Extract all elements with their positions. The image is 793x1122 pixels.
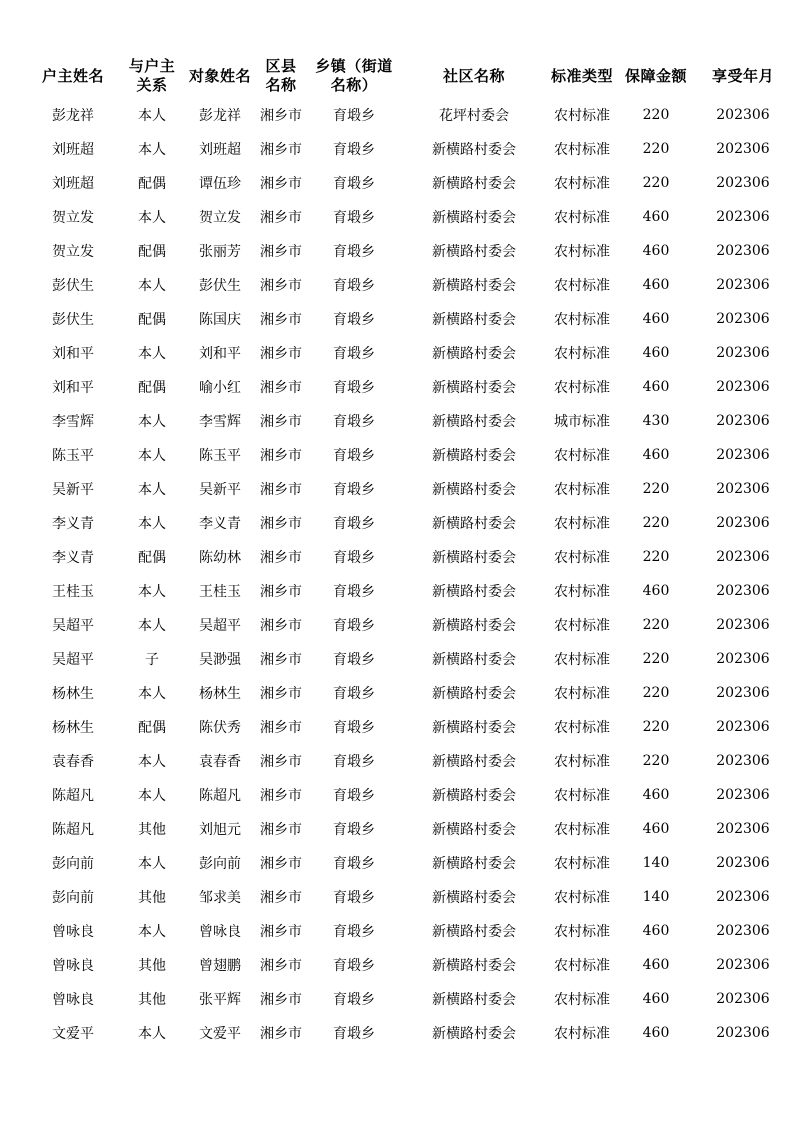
relationship-cell: 本人: [138, 1026, 166, 1042]
benefit-month-cell: 202306: [716, 787, 770, 803]
benefit-amount-cell: 220: [642, 549, 670, 565]
household-head-cell: 吴超平: [52, 618, 94, 634]
benefit-month-cell: 202306: [716, 175, 770, 191]
table-row: [25, 608, 793, 642]
table-row: [25, 506, 793, 540]
benefit-month-header: 享受年月: [711, 66, 774, 85]
township-cell: 育塅乡: [333, 176, 375, 192]
community-header: 社区名称: [442, 66, 505, 85]
community-cell: 新横路村委会: [432, 550, 516, 566]
recipient-name-cell: 李义青: [199, 516, 241, 532]
benefit-month-cell: 202306: [716, 753, 770, 769]
benefit-amount-cell: 220: [642, 685, 670, 701]
table-row: [25, 948, 793, 982]
standard-type-cell: 农村标准: [554, 856, 610, 872]
benefit-month-cell: 202306: [716, 855, 770, 871]
county-cell: 湘乡市: [260, 924, 302, 940]
benefit-amount-cell: 460: [642, 447, 670, 463]
relationship-cell: 子: [145, 652, 159, 668]
community-cell: 新横路村委会: [432, 754, 516, 770]
community-cell: 新横路村委会: [432, 992, 516, 1008]
benefit-month-cell: 202306: [716, 277, 770, 293]
recipient-name-cell: 杨林生: [199, 686, 241, 702]
benefit-amount-cell: 460: [642, 923, 670, 939]
recipient-name-cell: 彭伏生: [199, 278, 241, 294]
table-row: [25, 268, 793, 302]
recipient-name-cell: 陈幼林: [199, 550, 241, 566]
community-cell: 花坪村委会: [439, 108, 509, 124]
relationship-cell: 本人: [138, 142, 166, 158]
recipient-name-header: 对象姓名: [188, 66, 251, 85]
recipient-name-cell: 吴新平: [199, 482, 241, 498]
county-cell: 湘乡市: [260, 1026, 302, 1042]
community-cell: 新横路村委会: [432, 244, 516, 260]
relationship-cell: 本人: [138, 108, 166, 124]
benefit-month-cell: 202306: [716, 515, 770, 531]
community-cell: 新横路村委会: [432, 448, 516, 464]
relationship-cell: 配偶: [138, 312, 166, 328]
standard-type-cell: 农村标准: [554, 244, 610, 260]
county-cell: 湘乡市: [260, 992, 302, 1008]
table-row: [25, 1016, 793, 1050]
standard-type-cell: 农村标准: [554, 584, 610, 600]
benefit-month-cell: 202306: [716, 685, 770, 701]
county-cell: 湘乡市: [260, 482, 302, 498]
benefit-amount-cell: 460: [642, 379, 670, 395]
table-row: [25, 778, 793, 812]
relationship-cell: 本人: [138, 278, 166, 294]
community-cell: 新横路村委会: [432, 958, 516, 974]
benefit-month-cell: 202306: [716, 311, 770, 327]
table-row: [25, 880, 793, 914]
recipient-name-cell: 吴超平: [199, 618, 241, 634]
standard-type-cell: 农村标准: [554, 448, 610, 464]
benefit-month-cell: 202306: [716, 107, 770, 123]
relationship-cell: 配偶: [138, 720, 166, 736]
township-cell: 育塅乡: [333, 584, 375, 600]
township-cell: 育塅乡: [333, 210, 375, 226]
table-row: [25, 438, 793, 472]
township-cell: 育塅乡: [333, 652, 375, 668]
recipient-name-cell: 吴渺强: [199, 652, 241, 668]
relationship-cell: 配偶: [138, 550, 166, 566]
household-head-cell: 曾咏良: [52, 924, 94, 940]
township-cell: 育塅乡: [333, 482, 375, 498]
table-row: [25, 98, 793, 132]
relationship-cell: 本人: [138, 448, 166, 464]
benefit-month-cell: 202306: [716, 209, 770, 225]
recipient-name-cell: 贺立发: [199, 210, 241, 226]
table-row: [25, 336, 793, 370]
recipient-name-cell: 曾翅鹏: [199, 958, 241, 974]
benefit-month-cell: 202306: [716, 447, 770, 463]
household-head-cell: 贺立发: [52, 244, 94, 260]
recipient-name-cell: 彭向前: [199, 856, 241, 872]
relationship-cell: 其他: [138, 822, 166, 838]
household-head-cell: 袁春香: [52, 754, 94, 770]
relationship-cell: 配偶: [138, 244, 166, 260]
household-head-cell: 李义青: [52, 516, 94, 532]
standard-type-cell: 农村标准: [554, 720, 610, 736]
township-cell: 育塅乡: [333, 890, 375, 906]
county-cell: 湘乡市: [260, 890, 302, 906]
standard-type-cell: 农村标准: [554, 142, 610, 158]
household-head-cell: 刘和平: [52, 346, 94, 362]
household-head-cell: 王桂玉: [52, 584, 94, 600]
recipient-name-cell: 袁春香: [199, 754, 241, 770]
recipient-name-cell: 陈国庆: [199, 312, 241, 328]
community-cell: 新横路村委会: [432, 584, 516, 600]
township-cell: 育塅乡: [333, 856, 375, 872]
recipient-name-cell: 喻小红: [199, 380, 241, 396]
community-cell: 新横路村委会: [432, 346, 516, 362]
household-head-cell: 文爱平: [52, 1026, 94, 1042]
county-cell: 湘乡市: [260, 142, 302, 158]
county-cell: 湘乡市: [260, 584, 302, 600]
table-row: [25, 404, 793, 438]
standard-type-cell: 农村标准: [554, 924, 610, 940]
household-head-cell: 刘班超: [52, 176, 94, 192]
table-row: [25, 642, 793, 676]
benefit-month-cell: 202306: [716, 141, 770, 157]
table-row: [25, 574, 793, 608]
benefit-amount-cell: 460: [642, 957, 670, 973]
community-cell: 新横路村委会: [432, 482, 516, 498]
recipient-name-cell: 李雪辉: [199, 414, 241, 430]
standard-type-cell: 农村标准: [554, 346, 610, 362]
township-cell: 育塅乡: [333, 414, 375, 430]
household-head-cell: 吴超平: [52, 652, 94, 668]
table-row: [25, 710, 793, 744]
relationship-cell: 本人: [138, 516, 166, 532]
benefit-month-cell: 202306: [716, 719, 770, 735]
benefit-amount-cell: 220: [642, 651, 670, 667]
standard-type-cell: 农村标准: [554, 516, 610, 532]
table-row: [25, 200, 793, 234]
benefit-amount-cell: 220: [642, 515, 670, 531]
relationship-cell: 配偶: [138, 380, 166, 396]
benefit-month-cell: 202306: [716, 345, 770, 361]
county-cell: 湘乡市: [260, 380, 302, 396]
county-cell: 湘乡市: [260, 788, 302, 804]
township-cell: 育塅乡: [333, 312, 375, 328]
community-cell: 新横路村委会: [432, 686, 516, 702]
household-head-cell: 贺立发: [52, 210, 94, 226]
household-head-cell: 彭龙祥: [52, 108, 94, 124]
township-cell: 育塅乡: [333, 1026, 375, 1042]
standard-type-cell: 农村标准: [554, 686, 610, 702]
relationship-cell: 本人: [138, 346, 166, 362]
community-cell: 新横路村委会: [432, 414, 516, 430]
relationship-cell: 本人: [138, 414, 166, 430]
benefit-amount-cell: 460: [642, 311, 670, 327]
county-cell: 湘乡市: [260, 686, 302, 702]
household-head-cell: 陈超凡: [52, 822, 94, 838]
standard-type-cell: 农村标准: [554, 176, 610, 192]
standard-type-cell: 城市标准: [554, 414, 610, 430]
standard-type-header: 标准类型: [550, 66, 613, 85]
recipient-name-cell: 刘班超: [199, 142, 241, 158]
community-cell: 新横路村委会: [432, 822, 516, 838]
community-cell: 新横路村委会: [432, 142, 516, 158]
community-cell: 新横路村委会: [432, 176, 516, 192]
benefit-month-cell: 202306: [716, 991, 770, 1007]
relationship-cell: 本人: [138, 924, 166, 940]
relationship-cell: 本人: [138, 482, 166, 498]
benefit-amount-cell: 220: [642, 617, 670, 633]
relationship-cell: 其他: [138, 992, 166, 1008]
household-head-cell: 陈超凡: [52, 788, 94, 804]
county-cell: 湘乡市: [260, 414, 302, 430]
standard-type-cell: 农村标准: [554, 958, 610, 974]
county-cell: 湘乡市: [260, 244, 302, 260]
township-cell: 育塅乡: [333, 108, 375, 124]
relationship-cell: 本人: [138, 210, 166, 226]
benefit-amount-cell: 460: [642, 345, 670, 361]
recipient-name-cell: 陈超凡: [199, 788, 241, 804]
standard-type-cell: 农村标准: [554, 482, 610, 498]
community-cell: 新横路村委会: [432, 1026, 516, 1042]
county-cell: 湘乡市: [260, 516, 302, 532]
benefit-amount-cell: 220: [642, 719, 670, 735]
recipient-name-cell: 陈伏秀: [199, 720, 241, 736]
community-cell: 新横路村委会: [432, 380, 516, 396]
standard-type-cell: 农村标准: [554, 652, 610, 668]
county-cell: 湘乡市: [260, 822, 302, 838]
benefit-amount-cell: 460: [642, 991, 670, 1007]
recipient-name-cell: 文爱平: [199, 1026, 241, 1042]
recipient-name-cell: 曾咏良: [199, 924, 241, 940]
table-row: [25, 166, 793, 200]
county-cell: 湘乡市: [260, 278, 302, 294]
benefit-month-cell: 202306: [716, 821, 770, 837]
township-cell: 育塅乡: [333, 142, 375, 158]
standard-type-cell: 农村标准: [554, 890, 610, 906]
township-cell: 育塅乡: [333, 516, 375, 532]
standard-type-cell: 农村标准: [554, 788, 610, 804]
benefit-month-cell: 202306: [716, 957, 770, 973]
township-cell: 育塅乡: [333, 346, 375, 362]
recipient-name-cell: 谭伍珍: [199, 176, 241, 192]
township-cell: 育塅乡: [333, 618, 375, 634]
benefit-amount-cell: 140: [642, 855, 670, 871]
township-cell: 育塅乡: [333, 992, 375, 1008]
standard-type-cell: 农村标准: [554, 754, 610, 770]
table-row: [25, 370, 793, 404]
table-row: [25, 914, 793, 948]
county-cell: 湘乡市: [260, 618, 302, 634]
township-cell: 育塅乡: [333, 822, 375, 838]
relationship-cell: 本人: [138, 686, 166, 702]
benefit-amount-cell: 220: [642, 141, 670, 157]
community-cell: 新横路村委会: [432, 856, 516, 872]
household-head-cell: 杨林生: [52, 686, 94, 702]
relationship-header: 与户主 关系: [128, 57, 176, 94]
household-head-cell: 李雪辉: [52, 414, 94, 430]
benefit-month-cell: 202306: [716, 1025, 770, 1041]
recipient-name-cell: 张平辉: [199, 992, 241, 1008]
table-row: [25, 132, 793, 166]
county-cell: 湘乡市: [260, 108, 302, 124]
standard-type-cell: 农村标准: [554, 312, 610, 328]
community-cell: 新横路村委会: [432, 924, 516, 940]
benefit-month-cell: 202306: [716, 889, 770, 905]
benefit-amount-header: 保障金额: [624, 66, 687, 85]
county-cell: 湘乡市: [260, 856, 302, 872]
table-row: [25, 846, 793, 880]
benefit-amount-cell: 460: [642, 277, 670, 293]
county-cell: 湘乡市: [260, 720, 302, 736]
benefit-amount-cell: 220: [642, 753, 670, 769]
township-cell: 育塅乡: [333, 244, 375, 260]
household-head-cell: 刘和平: [52, 380, 94, 396]
recipient-name-cell: 陈玉平: [199, 448, 241, 464]
county-cell: 湘乡市: [260, 550, 302, 566]
relationship-cell: 配偶: [138, 176, 166, 192]
benefit-amount-cell: 220: [642, 175, 670, 191]
household-head-header: 户主姓名: [41, 66, 104, 85]
county-cell: 湘乡市: [260, 754, 302, 770]
table-row: [25, 540, 793, 574]
community-cell: 新横路村委会: [432, 720, 516, 736]
recipient-name-cell: 张丽芳: [199, 244, 241, 260]
recipient-name-cell: 彭龙祥: [199, 108, 241, 124]
township-cell: 育塅乡: [333, 448, 375, 464]
household-head-cell: 曾咏良: [52, 958, 94, 974]
township-cell: 育塅乡: [333, 754, 375, 770]
benefit-month-cell: 202306: [716, 651, 770, 667]
table-row: [25, 982, 793, 1016]
relationship-cell: 其他: [138, 958, 166, 974]
benefit-amount-cell: 460: [642, 787, 670, 803]
township-cell: 育塅乡: [333, 924, 375, 940]
community-cell: 新横路村委会: [432, 890, 516, 906]
community-cell: 新横路村委会: [432, 278, 516, 294]
table-header: [25, 54, 793, 98]
county-cell: 湘乡市: [260, 312, 302, 328]
standard-type-cell: 农村标准: [554, 1026, 610, 1042]
household-head-cell: 陈玉平: [52, 448, 94, 464]
standard-type-cell: 农村标准: [554, 108, 610, 124]
township-cell: 育塅乡: [333, 788, 375, 804]
community-cell: 新横路村委会: [432, 210, 516, 226]
benefit-month-cell: 202306: [716, 583, 770, 599]
county-header: 区县 名称: [265, 57, 297, 94]
standard-type-cell: 农村标准: [554, 380, 610, 396]
county-cell: 湘乡市: [260, 652, 302, 668]
township-cell: 育塅乡: [333, 380, 375, 396]
relationship-cell: 本人: [138, 618, 166, 634]
county-cell: 湘乡市: [260, 346, 302, 362]
benefit-amount-cell: 220: [642, 107, 670, 123]
standard-type-cell: 农村标准: [554, 550, 610, 566]
household-head-cell: 杨林生: [52, 720, 94, 736]
relationship-cell: 本人: [138, 754, 166, 770]
county-cell: 湘乡市: [260, 176, 302, 192]
recipient-name-cell: 刘和平: [199, 346, 241, 362]
table-row: [25, 472, 793, 506]
household-head-cell: 李义青: [52, 550, 94, 566]
table-row: [25, 676, 793, 710]
community-cell: 新横路村委会: [432, 788, 516, 804]
benefit-amount-cell: 460: [642, 1025, 670, 1041]
township-cell: 育塅乡: [333, 686, 375, 702]
table-row: [25, 302, 793, 336]
recipient-name-cell: 邹求美: [199, 890, 241, 906]
township-cell: 育塅乡: [333, 550, 375, 566]
standard-type-cell: 农村标准: [554, 992, 610, 1008]
benefit-amount-cell: 460: [642, 583, 670, 599]
recipient-name-cell: 刘旭元: [199, 822, 241, 838]
benefit-month-cell: 202306: [716, 243, 770, 259]
township-cell: 育塅乡: [333, 720, 375, 736]
benefit-amount-cell: 220: [642, 481, 670, 497]
benefit-amount-cell: 430: [642, 413, 670, 429]
household-head-cell: 彭向前: [52, 890, 94, 906]
standard-type-cell: 农村标准: [554, 822, 610, 838]
benefit-amount-cell: 460: [642, 209, 670, 225]
relationship-cell: 本人: [138, 856, 166, 872]
benefit-amount-cell: 460: [642, 243, 670, 259]
standard-type-cell: 农村标准: [554, 618, 610, 634]
household-head-cell: 彭伏生: [52, 278, 94, 294]
table-body: [25, 98, 793, 1050]
county-cell: 湘乡市: [260, 958, 302, 974]
community-cell: 新横路村委会: [432, 516, 516, 532]
county-cell: 湘乡市: [260, 448, 302, 464]
county-cell: 湘乡市: [260, 210, 302, 226]
community-cell: 新横路村委会: [432, 652, 516, 668]
household-head-cell: 刘班超: [52, 142, 94, 158]
table-row: [25, 812, 793, 846]
standard-type-cell: 农村标准: [554, 278, 610, 294]
table-row: [25, 234, 793, 268]
benefit-month-cell: 202306: [716, 617, 770, 633]
relationship-cell: 本人: [138, 788, 166, 804]
benefit-month-cell: 202306: [716, 923, 770, 939]
township-header: 乡镇（街道 名称）: [315, 57, 393, 94]
benefit-month-cell: 202306: [716, 481, 770, 497]
township-cell: 育塅乡: [333, 958, 375, 974]
household-head-cell: 彭向前: [52, 856, 94, 872]
community-cell: 新横路村委会: [432, 312, 516, 328]
header-row: [25, 54, 793, 98]
benefit-month-cell: 202306: [716, 413, 770, 429]
household-head-cell: 彭伏生: [52, 312, 94, 328]
community-cell: 新横路村委会: [432, 618, 516, 634]
benefit-amount-cell: 460: [642, 821, 670, 837]
benefit-amount-cell: 140: [642, 889, 670, 905]
benefit-month-cell: 202306: [716, 549, 770, 565]
recipient-name-cell: 王桂玉: [199, 584, 241, 600]
household-head-cell: 吴新平: [52, 482, 94, 498]
relationship-cell: 其他: [138, 890, 166, 906]
township-cell: 育塅乡: [333, 278, 375, 294]
table-row: [25, 744, 793, 778]
standard-type-cell: 农村标准: [554, 210, 610, 226]
household-head-cell: 曾咏良: [52, 992, 94, 1008]
relationship-cell: 本人: [138, 584, 166, 600]
subsidy-roster-table: [25, 54, 793, 1050]
benefit-month-cell: 202306: [716, 379, 770, 395]
